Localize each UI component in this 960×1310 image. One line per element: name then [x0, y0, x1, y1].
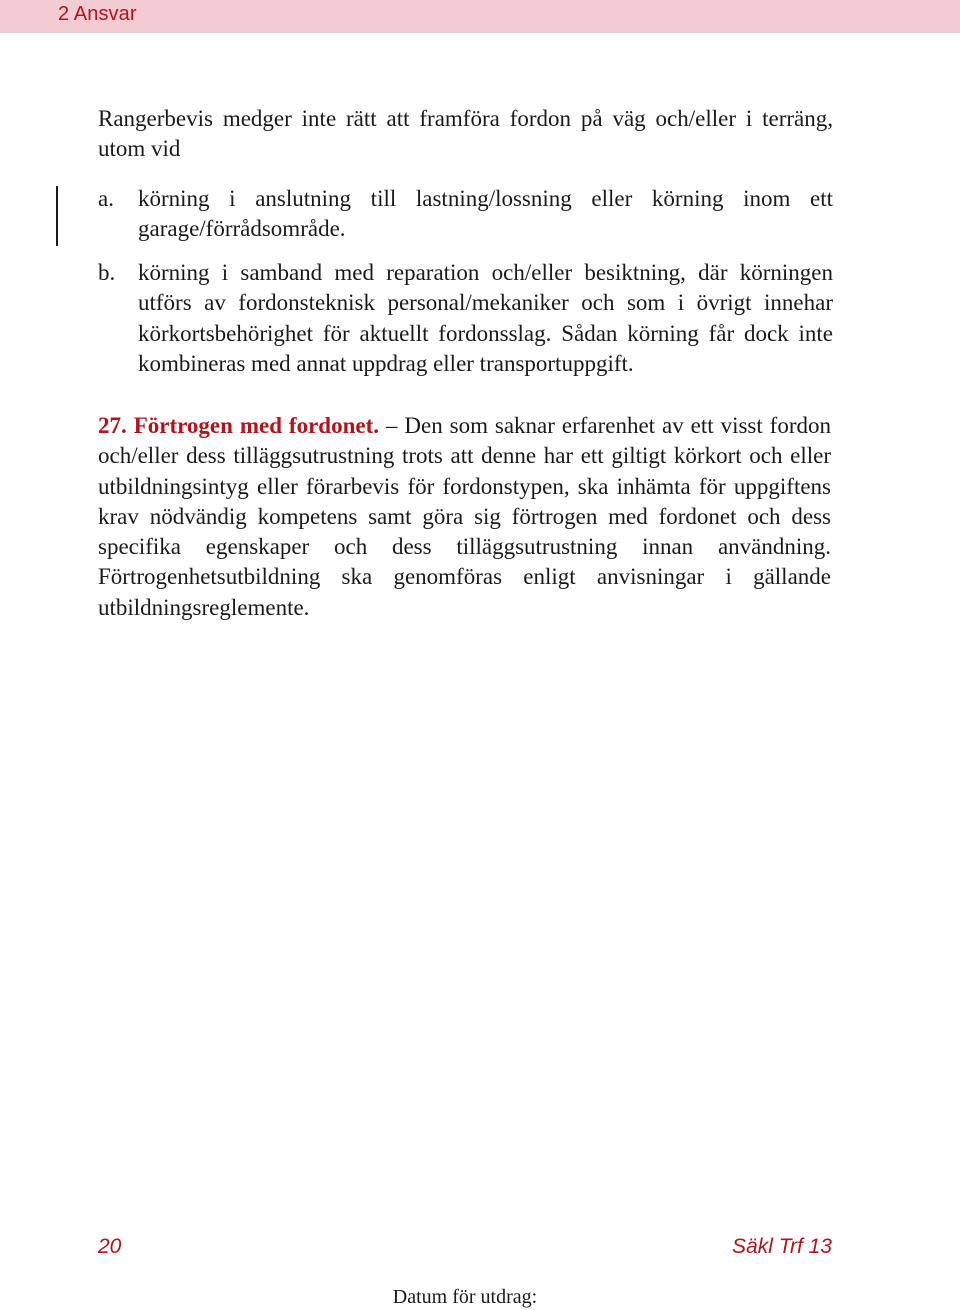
revision-change-bar [56, 186, 58, 246]
section-body: – Den som saknar erfarenhet av ett visst fordon och/eller dess tilläggsutrustning trots att denne har ett giltigt körkort och eller utbildningsintyg eller förarbevis för fordonstypen, ska inhämta för uppgiftens krav nödvändig kompetens samt göra sig förtrogen med fordonet och dess specifika egenskaper och dess tilläggsutrustning innan användning. Förtrogenhetsutbildning ska genomföras enligt anvisningar i gällande utbildningsreglemente. [98, 413, 832, 620]
chapter-title: 2 Ansvar [58, 3, 137, 25]
list-item-text: körning i anslutning till lastning/lossning eller körning inom ett garage/förrådsområde. [138, 186, 833, 242]
list-item [98, 258, 833, 379]
list-item-text: körning i samband med reparation och/eller besiktning, där körningen utförs av fordonsteknisk personal/mekaniker och som i övrigt innehar körkortsbehörighet för aktuellt fordonsslag. Sådan körning får dock inte kombineras med annat uppdrag eller transportuppgift. [138, 260, 833, 376]
section-27 [98, 411, 831, 623]
intro-paragraph: Rangerbevis medger inte rätt att framföra fordon på väg och/eller i terräng, utom vid [98, 106, 833, 162]
section-heading: Förtrogen med fordonet. [133, 413, 379, 438]
list-item-marker: b. [98, 260, 116, 285]
page-number: 20 [98, 1235, 122, 1258]
list-item-marker: a. [98, 186, 114, 211]
extract-date-label: Datum för utdrag: [392, 1286, 538, 1308]
document-code: Säkl Trf 13 [732, 1235, 832, 1258]
chapter-header-band [0, 0, 960, 33]
section-number: 27. [98, 413, 127, 438]
list-item [98, 184, 833, 245]
